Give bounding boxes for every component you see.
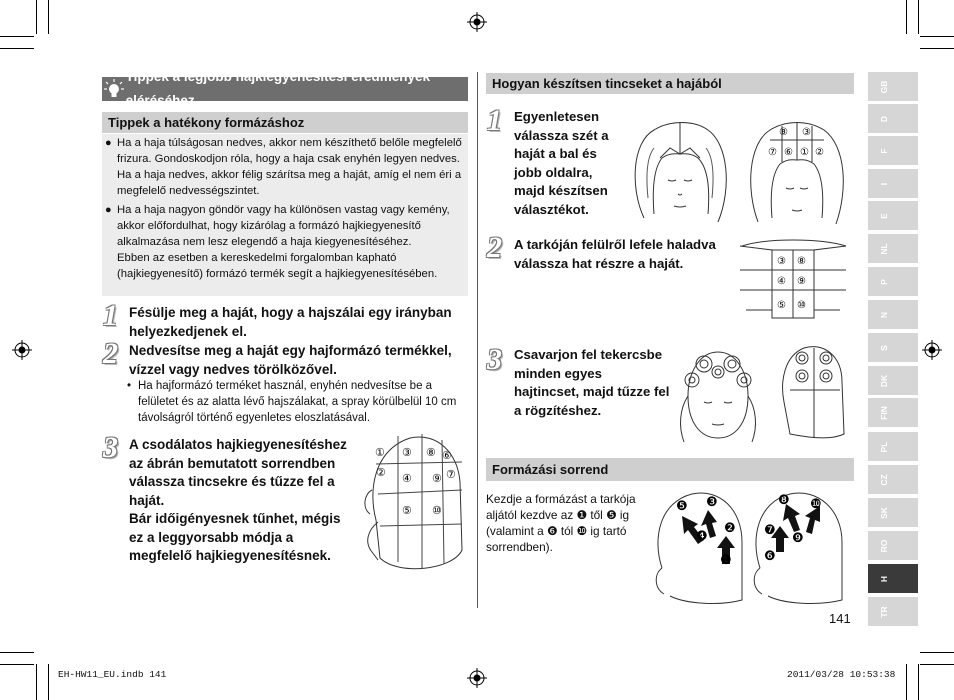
order-number: ❻ xyxy=(764,548,776,563)
step-text: Fésülje meg a haját, hogy a hajszálai egy irányban helyezkedjenek el. xyxy=(129,305,452,339)
order-number: ❹ xyxy=(696,528,708,543)
section-label: ⑧ xyxy=(426,447,436,459)
crop-mark xyxy=(36,664,37,700)
section-label: ④ xyxy=(402,473,412,485)
section-label: ⑥ xyxy=(784,147,793,158)
section-label: ③ xyxy=(802,127,811,138)
crop-mark xyxy=(920,48,954,49)
order-text: Kezdje a formázást a tarkója aljától kezdve az ❶ től ❺ ig (valamint a ❻ tól ❿ ig tartó sorrendben). xyxy=(486,492,636,554)
order-number: ❺ xyxy=(676,498,688,513)
crop-mark xyxy=(0,36,34,37)
howto-header: Hogyan készítsen tincseket a hajából xyxy=(486,73,854,94)
step-number: 1 xyxy=(487,104,502,137)
head-pinned-back-diagram xyxy=(776,342,848,442)
section-label: ⑤ xyxy=(777,300,786,311)
registration-mark-icon xyxy=(467,668,487,688)
step-text: A tarkóján felülről lefele haladva válassza hat részre a haját. xyxy=(514,237,716,271)
crop-mark xyxy=(48,664,49,700)
step-text: Egyenletesen válassza szét a haját a bal és jobb oldalra, majd készítsen választékot. xyxy=(514,109,609,217)
crop-mark xyxy=(36,0,37,34)
lang-tab-pl[interactable]: PL xyxy=(868,432,918,461)
note-text: Ha hajformázó terméket használ, enyhén nedvesítse be a felületet és az alatta lévő hajszálakat, a spray körülbelül 10 cm távolságról történő egyenletes eloszlatásával. xyxy=(138,380,457,424)
section-label: ③ xyxy=(777,256,786,267)
lang-tab-sk[interactable]: SK xyxy=(868,498,918,527)
registration-mark-icon xyxy=(12,340,32,360)
registration-mark-icon xyxy=(467,12,487,32)
order-header: Formázási sorrend xyxy=(486,458,854,481)
lang-tab-f[interactable]: F xyxy=(868,136,918,165)
step-number: 3 xyxy=(487,343,502,376)
step-text: Nedvesítse meg a haját egy hajformázó termékkel, vízzel vagy nedves törölközővel. xyxy=(129,343,452,377)
section-label: ② xyxy=(376,467,386,479)
tip-bullet: ● Ha a haja nagyon göndör vagy ha különösen vastag vagy kemény, akkor előfordulhat, hogy kizárólag a formázó hajkiegyenesítő alkalmazása nem lesz elegendő a haja kiegyenesítéséhez. xyxy=(106,202,462,250)
crop-mark xyxy=(920,652,954,653)
lang-tab-i[interactable]: I xyxy=(868,169,918,198)
section-label: ① xyxy=(375,447,385,459)
lang-tab-fin[interactable]: FIN xyxy=(868,398,918,427)
step-number: 1 xyxy=(103,299,118,332)
lightbulb-icon xyxy=(102,77,126,101)
order-number: ❾ xyxy=(792,530,804,545)
section-label: ⑩ xyxy=(432,505,442,517)
section-label: ① xyxy=(800,147,809,158)
section-label: ④ xyxy=(777,276,786,287)
crop-mark xyxy=(0,48,34,49)
lang-tab-d[interactable]: D xyxy=(868,104,918,133)
order-number: ❽ xyxy=(778,492,790,507)
order-number: ❿ xyxy=(810,496,822,511)
registration-mark-icon xyxy=(922,340,942,360)
head-sections-front-diagram xyxy=(742,118,852,228)
crop-mark xyxy=(48,0,49,34)
footer-timestamp: 2011/03/28 10:53:38 xyxy=(787,669,896,680)
nape-sections-diagram xyxy=(736,238,850,328)
crop-mark xyxy=(906,0,907,34)
step-number: 2 xyxy=(103,337,118,370)
step-number: 3 xyxy=(103,431,118,464)
lang-tab-cz[interactable]: CZ xyxy=(868,465,918,494)
step-number: 2 xyxy=(487,231,502,264)
step-text-line: Bár időigényesnek tűnhet, mégis ez a leggyorsabb módja a megfelelő hajkiegyenesítésnek. xyxy=(129,511,341,563)
section-label: ⑦ xyxy=(446,469,456,481)
section-label: ⑥ xyxy=(442,450,452,462)
tips-box xyxy=(102,134,468,296)
order-number: ❼ xyxy=(764,522,776,537)
head-front-parting-diagram xyxy=(624,118,736,226)
lang-tab-gb[interactable]: GB xyxy=(868,72,918,101)
step-text-line: A csodálatos hajkiegyenesítéshez az ábrán bemutatott sorrendben válassza tincsekre és tűzze fel a haját. xyxy=(129,437,347,508)
column-divider xyxy=(477,72,478,608)
styling-order-diagram-left xyxy=(650,488,746,608)
lang-tab-tr[interactable]: TR xyxy=(868,597,918,626)
section-label: ⑦ xyxy=(768,147,777,158)
crop-mark xyxy=(918,0,919,34)
head-pinned-front-diagram xyxy=(674,342,762,450)
section-label: ② xyxy=(815,147,824,158)
lang-tab-h[interactable]: H xyxy=(868,564,918,593)
lang-tab-p[interactable]: P xyxy=(868,267,918,296)
crop-mark xyxy=(0,664,34,665)
section-header-main xyxy=(102,69,468,108)
lang-tab-e[interactable]: E xyxy=(868,201,918,230)
section-label: ⑨ xyxy=(797,276,806,287)
section-title: Tippek a legjobb hajkiegyenesítési eredmények eléréséhez xyxy=(125,69,430,108)
section-label: ⑧ xyxy=(779,127,788,138)
section-label: ⑩ xyxy=(797,300,806,311)
head-section-diagram xyxy=(358,430,466,580)
crop-mark xyxy=(0,652,34,653)
crop-mark xyxy=(920,36,954,37)
note-bullet: • xyxy=(127,380,132,392)
crop-mark xyxy=(918,664,919,700)
section-label: ③ xyxy=(402,447,412,459)
page-number: 141 xyxy=(829,611,851,626)
footer-file-info: EH-HW11_EU.indb 141 xyxy=(58,669,167,680)
section-label: ⑨ xyxy=(432,473,442,485)
order-number: ❷ xyxy=(724,520,736,535)
tip-extra: Ebben az esetben a kereskedelmi forgalomban kapható (hajkiegyenesítő) formázó termék segít a hajkiegyenesítésében. xyxy=(117,252,438,280)
crop-mark xyxy=(920,664,954,665)
tips-header: Tippek a hatékony formázáshoz xyxy=(102,112,468,133)
lang-tab-nl[interactable]: NL xyxy=(868,234,918,263)
step-note xyxy=(127,378,468,426)
order-number: ❸ xyxy=(706,494,718,509)
lang-tab-dk[interactable]: DK xyxy=(868,366,918,395)
crop-mark xyxy=(906,664,907,700)
styling-order-diagram-right xyxy=(748,488,848,608)
section-label: ⑧ xyxy=(797,256,806,267)
step-text xyxy=(129,436,351,566)
lang-tab-ro[interactable]: RO xyxy=(868,531,918,560)
order-number: ❶ xyxy=(720,552,732,567)
section-label: ⑤ xyxy=(402,505,412,517)
tip-bullet: ● Ha a haja túlságosan nedves, akkor nem készíthető belőle megfelelő frizura. Gondoskodjon róla, hogy a haja csak enyhén legyen nedves. Ha a haja nedves, akkor félig szárítsa meg a haját, amíg el nem éri a megfelelő nedvességszintet. xyxy=(106,135,462,199)
lang-tab-n[interactable]: N xyxy=(868,300,918,329)
lang-tab-s[interactable]: S xyxy=(868,333,918,362)
step-text: Csavarjon fel tekercsbe minden egyes hajtincset, majd tűzze fel a rögzítéshez. xyxy=(514,347,670,418)
